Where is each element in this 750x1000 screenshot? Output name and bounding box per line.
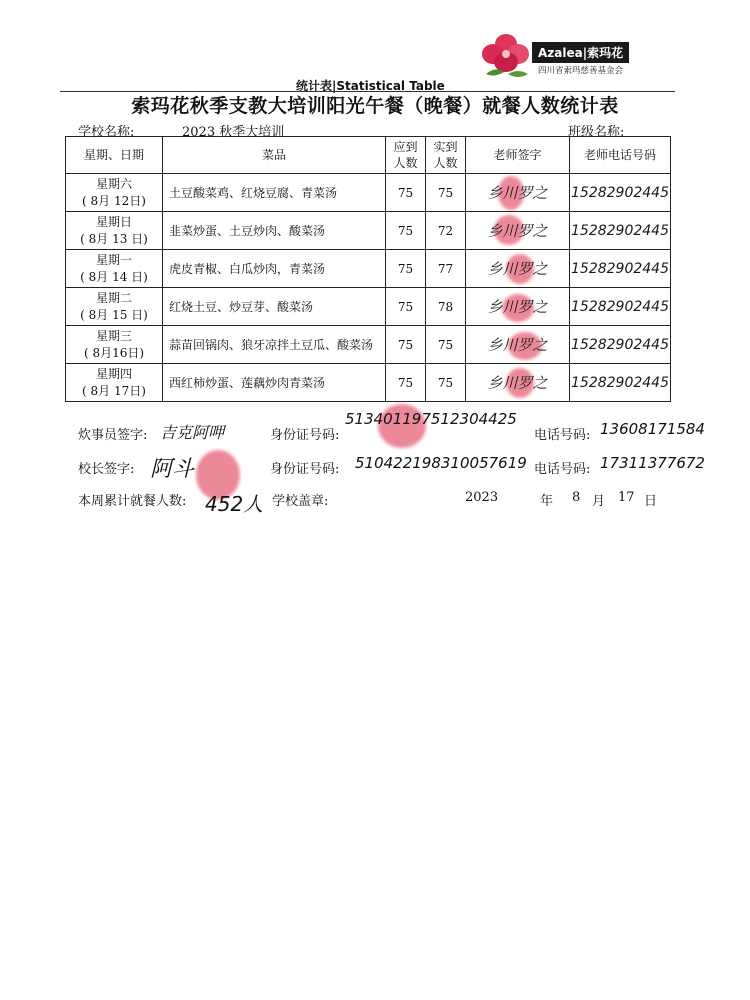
planned-cell: 75	[386, 174, 426, 212]
cook-phone-label: 电话号码:	[534, 428, 591, 443]
logo-subtitle: 四川省索玛慈善基金会	[538, 66, 624, 76]
cook-phone: 13608171584	[600, 420, 705, 438]
header-menu: 菜品	[163, 137, 386, 174]
weekday: 星期二	[95, 290, 132, 305]
teacher-signature: 乡川罗之	[487, 298, 548, 316]
teacher-phone: 15282902445	[571, 260, 669, 277]
teacher-signature: 乡川罗之	[487, 374, 548, 392]
header-actual-line2: 人数	[433, 156, 458, 170]
teacher-phone: 15282902445	[571, 374, 669, 391]
date-year-unit: 年	[540, 494, 554, 509]
teacher-phone: 15282902445	[571, 336, 669, 353]
table-row	[66, 364, 671, 402]
weekday: 星期日	[95, 214, 132, 229]
date-month-unit: 月	[592, 494, 606, 509]
phone-cell	[570, 174, 671, 212]
teacher-signature: 乡川罗之	[487, 184, 548, 202]
date-year: 2023	[465, 490, 499, 505]
signature-cell	[466, 174, 570, 212]
date-month: 8	[572, 490, 581, 505]
header-actual	[426, 137, 466, 174]
teacher-phone: 15282902445	[571, 184, 669, 201]
foundation-logo	[478, 30, 638, 82]
table-row	[66, 250, 671, 288]
phone-cell	[570, 326, 671, 364]
statistical-table-tab: 统计表|Statistical Table	[296, 79, 445, 93]
principal-phone-label: 电话号码:	[534, 462, 591, 477]
menu-cell: 土豆酸菜鸡、红烧豆腐、青菜汤	[163, 174, 386, 212]
date-day: 17	[618, 490, 635, 505]
day-cell	[66, 326, 163, 364]
cook-label: 炊事员签字:	[78, 428, 148, 443]
day-cell	[66, 364, 163, 402]
class-label: 班级名称:	[568, 125, 625, 140]
day-cell	[66, 212, 163, 250]
actual-cell: 72	[426, 212, 466, 250]
school-value: 2023 秋季大培训	[182, 125, 285, 140]
table-row	[66, 288, 671, 326]
header-planned-line2: 人数	[393, 156, 418, 170]
school-label: 学校名称:	[78, 125, 135, 140]
principal-phone: 17311377672	[600, 454, 705, 472]
actual-cell: 78	[426, 288, 466, 326]
date: ( 8月16日)	[83, 345, 145, 360]
header-actual-line1: 实到	[433, 140, 458, 154]
teacher-signature: 乡川罗之	[487, 260, 548, 278]
principal-id-label: 身份证号码:	[270, 462, 340, 477]
table-header-row	[66, 137, 671, 174]
principal-label: 校长签字:	[78, 462, 135, 477]
header-signature: 老师签字	[466, 137, 570, 174]
date-day-unit: 日	[644, 494, 658, 509]
seal-label: 学校盖章:	[272, 494, 329, 509]
day-cell	[66, 174, 163, 212]
date: ( 8月 17日)	[82, 383, 146, 398]
menu-cell: 西红柿炒蛋、莲藕炒肉青菜汤	[163, 364, 386, 402]
total-label: 本周累计就餐人数:	[78, 494, 187, 509]
phone-cell	[570, 250, 671, 288]
page-title: 索玛花秋季支教大培训阳光午餐（晚餐）就餐人数统计表	[131, 95, 619, 117]
actual-cell: 75	[426, 326, 466, 364]
actual-cell: 77	[426, 250, 466, 288]
signature-cell	[466, 288, 570, 326]
menu-cell: 虎皮青椒、白瓜炒肉，青菜汤	[163, 250, 386, 288]
table-row	[66, 212, 671, 250]
table-row	[66, 326, 671, 364]
planned-cell: 75	[386, 288, 426, 326]
teacher-signature: 乡川罗之	[487, 222, 548, 240]
weekday: 星期六	[95, 176, 132, 191]
header-planned-line1: 应到	[393, 140, 418, 154]
weekday: 星期一	[95, 252, 132, 267]
day-cell	[66, 250, 163, 288]
menu-cell: 蒜苗回锅肉、狼牙凉拌土豆瓜、酸菜汤	[163, 326, 386, 364]
header-day: 星期、日期	[66, 137, 163, 174]
date: ( 8月 13 日)	[80, 231, 148, 246]
planned-cell: 75	[386, 212, 426, 250]
cook-signature: 吉克阿呷	[160, 423, 225, 442]
header-phone: 老师电话号码	[570, 137, 671, 174]
meal-count-table	[65, 136, 671, 402]
header-planned	[386, 137, 426, 174]
cook-id-label: 身份证号码:	[270, 428, 340, 443]
day-cell	[66, 288, 163, 326]
principal-id: 510422198310057619	[355, 454, 527, 472]
phone-cell	[570, 212, 671, 250]
total-value: 452人	[205, 492, 264, 516]
principal-signature: 阿斗	[150, 457, 195, 482]
weekday: 星期三	[95, 328, 132, 343]
planned-cell: 75	[386, 326, 426, 364]
signature-cell	[466, 326, 570, 364]
actual-cell: 75	[426, 174, 466, 212]
date: ( 8月 14 日)	[80, 269, 148, 284]
teacher-signature: 乡川罗之	[487, 336, 548, 354]
teacher-phone: 15282902445	[571, 222, 669, 239]
logo-brand: Azalea|索玛花	[532, 42, 629, 63]
signature-cell	[466, 364, 570, 402]
table-row	[66, 174, 671, 212]
phone-cell	[570, 288, 671, 326]
weekday: 星期四	[95, 366, 132, 381]
menu-cell: 红烧土豆、炒豆芽、酸菜汤	[163, 288, 386, 326]
cook-id: 513401197512304425	[345, 410, 517, 428]
actual-cell: 75	[426, 364, 466, 402]
signature-cell	[466, 250, 570, 288]
teacher-phone: 15282902445	[571, 298, 669, 315]
date: ( 8月 12日)	[82, 193, 146, 208]
signature-cell	[466, 212, 570, 250]
phone-cell	[570, 364, 671, 402]
planned-cell: 75	[386, 250, 426, 288]
menu-cell: 韭菜炒蛋、土豆炒肉、酸菜汤	[163, 212, 386, 250]
azalea-flower-icon	[478, 30, 534, 82]
planned-cell: 75	[386, 364, 426, 402]
date: ( 8月 15 日)	[80, 307, 148, 322]
